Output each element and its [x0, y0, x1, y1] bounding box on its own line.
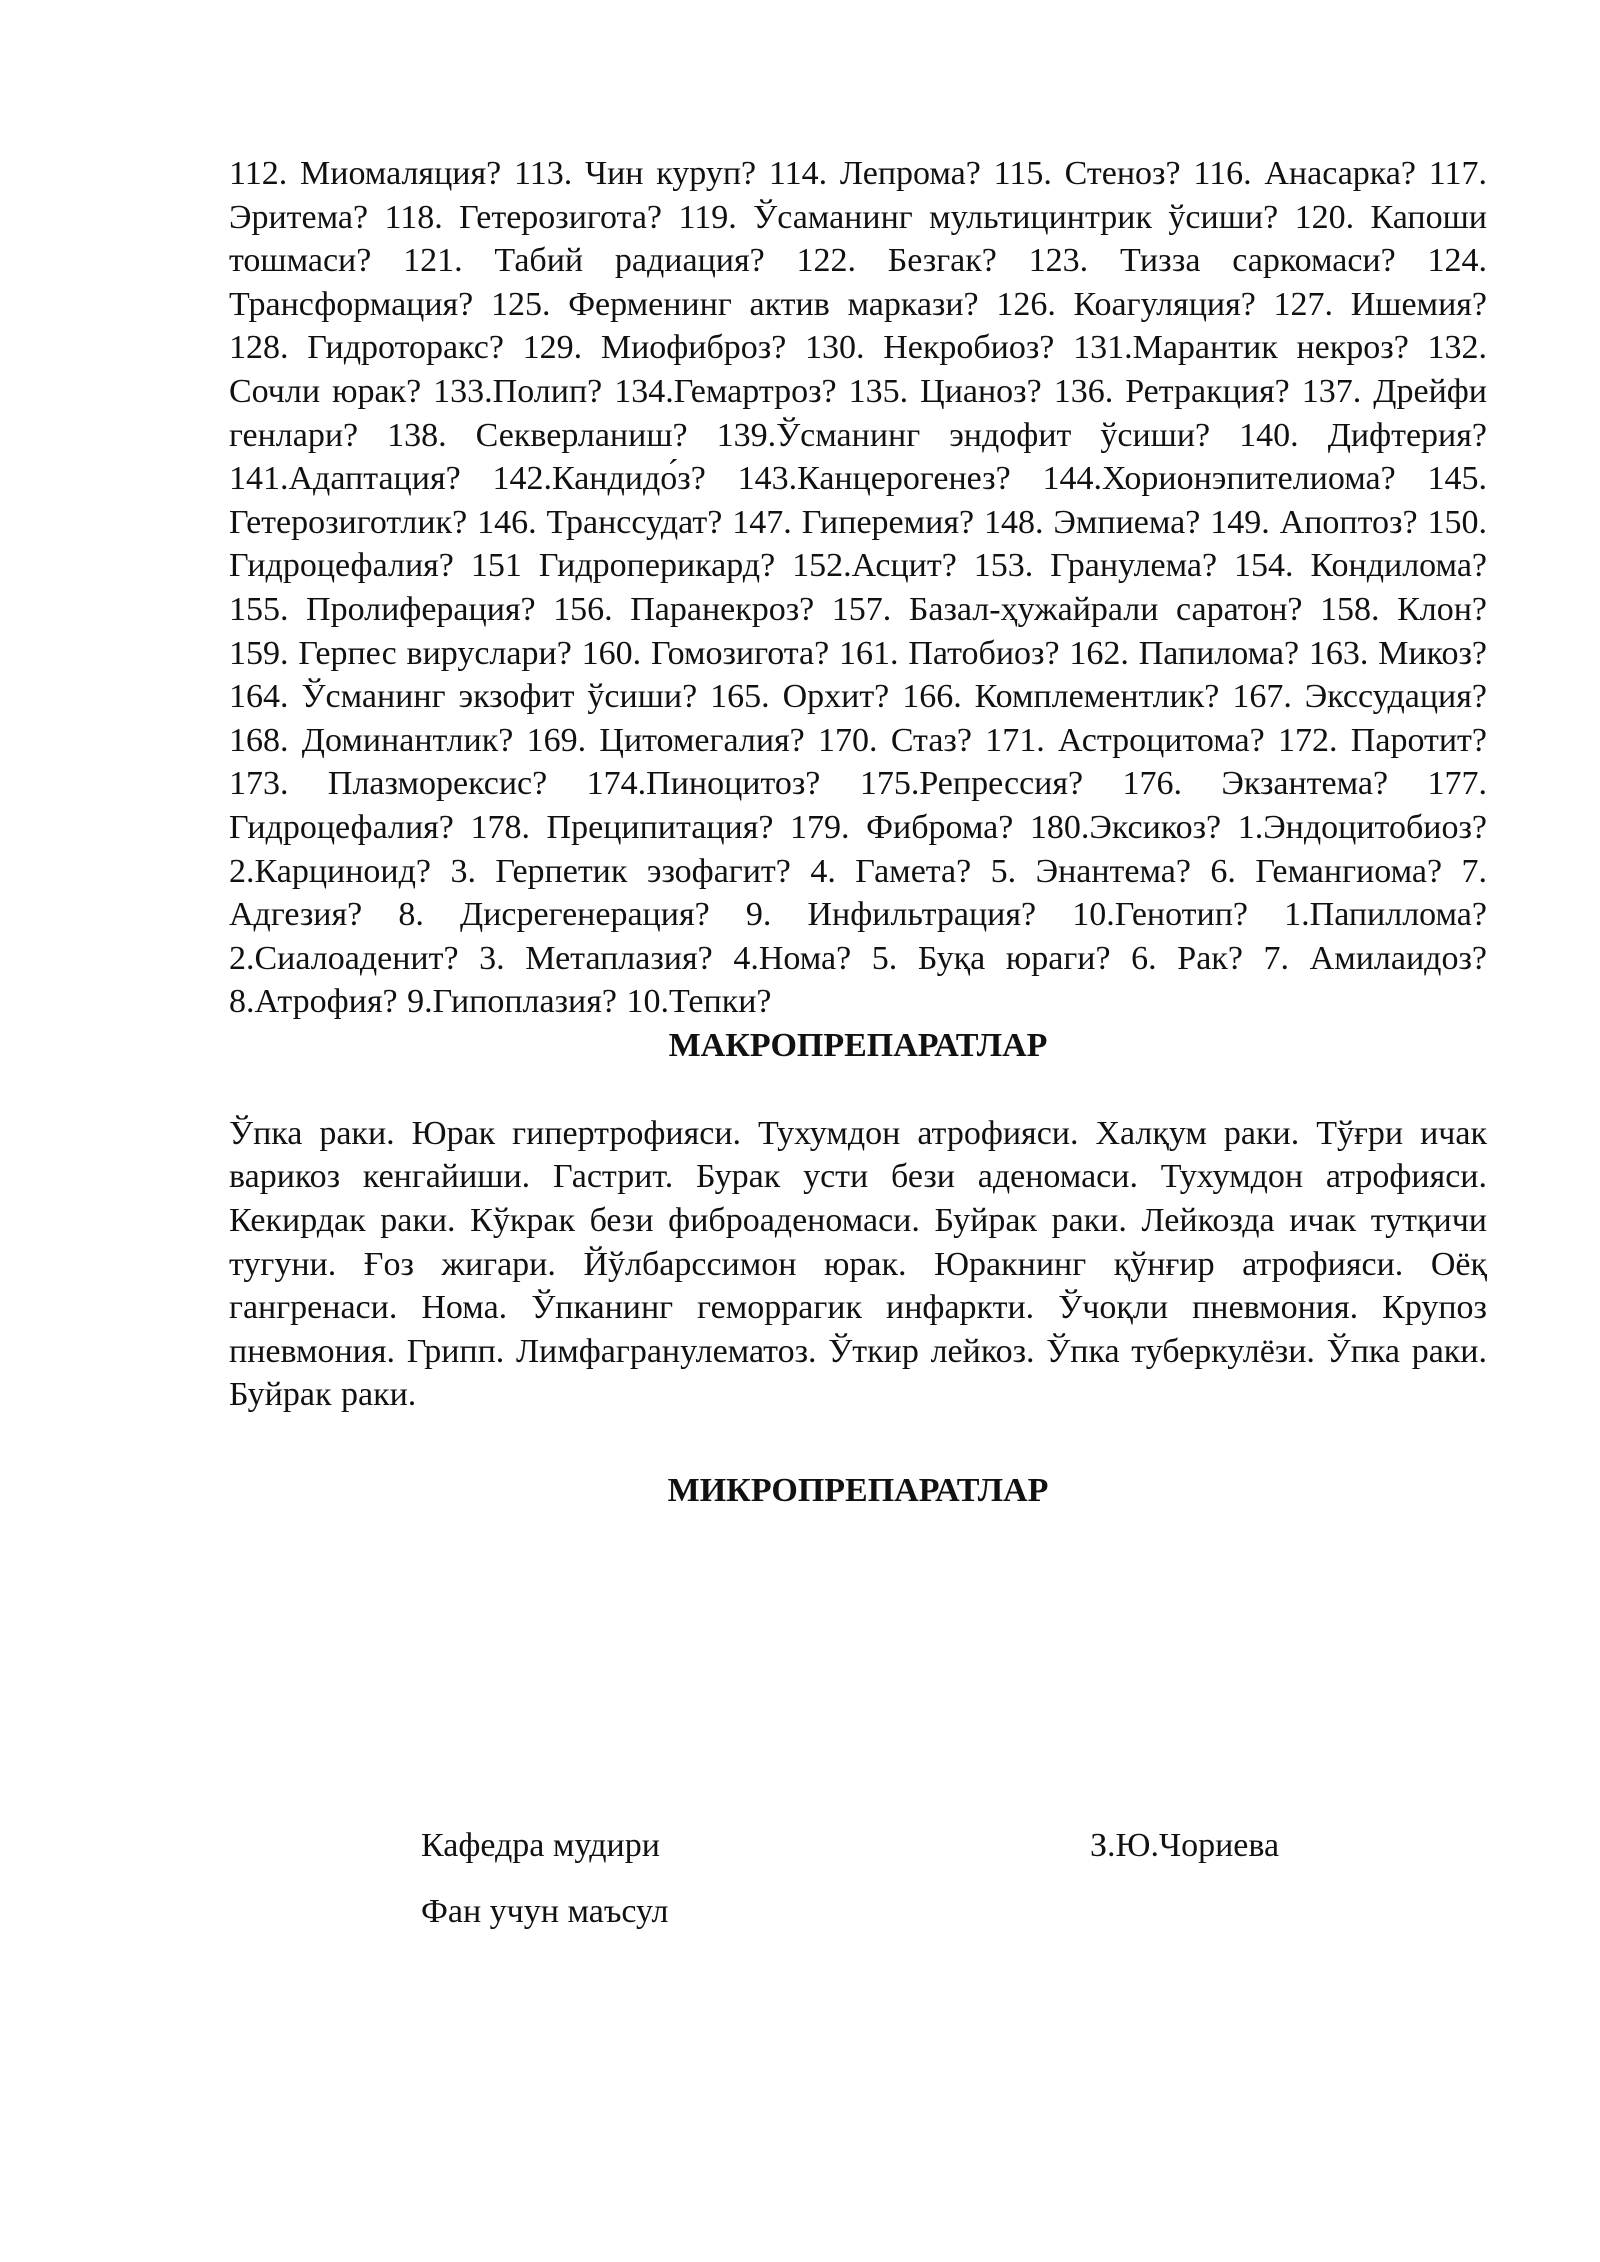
- micro-preparations-heading: МИКРОПРЕПАРАТЛАР: [667, 1472, 1049, 1510]
- questions-paragraph: 112. Миомаляция? 113. Чин куруп? 114. Лепрома? 115. Стеноз? 116. Анасарка? 117. Эритема? 118. Гетерозигота? 119. Ўсаманинг мультицинтрик ўсиши? 120. Капоши тошмаси? 121. Табий радиация? 122. Безгак? 123. Тизза саркомаси? 124. Трансформация? 125. Ферменинг актив маркази? 126. Коагуляция? 127. Ишемия? 128. Гидроторакс? 129. Миофиброз? 130. Некробиоз? 131.Марантик некроз? 132. Сочли юрак? 133.Полип? 134.Гемартроз? 135. Цианоз? 136. Ретракция? 137. Дрейфи генлари? 138. Секверланиш? 139.Ўсманинг эндофит ўсиши? 140. Дифтерия? 141.Адаптация? 142.Кандидо́з? 143.Канцерогенез? 144.Хорионэпителиома? 145. Гетерозиготлик? 146. Транссудат? 147. Гиперемия? 148. Эмпиема? 149. Апоптоз? 150. Гидроцефалия? 151 Гидроперикард? 152.Асцит? 153. Гранулема? 154. Кондилома? 155. Пролиферация? 156. Паранекроз? 157. Базал-ҳужайрали саратон? 158. Клон? 159. Герпес вируслари? 160. Гомозигота? 161. Патобиоз? 162. Папилома? 163. Микоз? 164. Ўсманинг экзофит ўсиши? 165. Орхит? 166. Комплементлик? 167. Экссудация? 168. Доминантлик? 169. Цитомегалия? 170. Стаз? 171. Астроцитома? 172. Паротит? 173. Плазморексис? 174.Пиноцитоз? 175.Репрессия? 176. Экзантема? 177. Гидроцефалия? 178. Преципитация? 179. Фиброма? 180.Эксикоз? 1.Эндоцитобиоз? 2.Карциноид? 3. Герпетик эзофагит? 4. Гамета? 5. Энантема? 6. Гемангиома? 7. Адгезия? 8. Дисрегенерация? 9. Инфильтрация? 10.Генотип? 1.Папиллома? 2.Сиалоаденит? 3. Метаплазия? 4.Нома? 5. Буқа юраги? 6. Рак? 7. Амилаидоз? 8.Атрофия? 9.Гипоплазия? 10.Тепки?: [229, 155, 1487, 1021]
- document-body: [229, 152, 1487, 1513]
- department-head-name: З.Ю.Чориева: [1090, 1827, 1280, 1864]
- macro-preparations-paragraph: Ўпка раки. Юрак гипертрофияси. Тухумдон атрофияси. Халқум раки. Тўғри ичак варикоз кенгайиши. Гастрит. Бурак усти бези аденомаси. Тухумдон атрофияси. Кекирдак раки. Кўкрак бези фиброаденомаси. Буйрак раки. Лейкозда ичак тутқичи тугуни. Ғоз жигари. Йўлбарссимон юрак. Юракнинг қўнғир атрофияси. Оёқ гангренаси. Нома. Ўпканинг геморрагик инфаркти. Ўчоқли пневмония. Крупоз пневмония. Грипп. Лимфагранулематоз. Ўткир лейкоз. Ўпка туберкулёзи. Ўпка раки. Буйрак раки.: [229, 1114, 1487, 1414]
- subject-responsible-label: Фан учун маъсул: [421, 1893, 669, 1930]
- macro-preparations-heading: МАКРОПРЕПАРАТЛАР: [668, 1026, 1048, 1064]
- department-head-label: Кафедра мудири: [421, 1827, 660, 1864]
